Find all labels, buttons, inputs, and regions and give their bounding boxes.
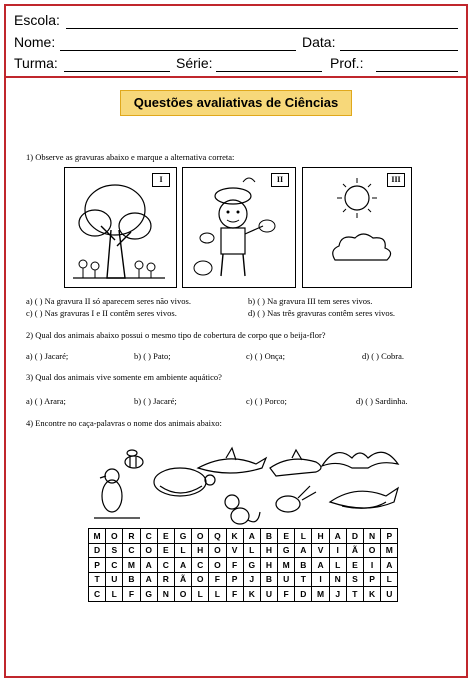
q2-option-b[interactable]: b) ( ) Pato; (134, 351, 171, 361)
word-search-cell[interactable]: M (89, 529, 106, 544)
page-title: Questões avaliativas de Ciências (120, 90, 352, 116)
word-search-cell[interactable]: L (381, 572, 398, 587)
word-search-cell[interactable]: T (89, 572, 106, 587)
word-search-cell[interactable]: A (174, 558, 191, 573)
grade-field[interactable] (216, 57, 322, 72)
picture-1-label: I (152, 173, 170, 187)
q2-option-a[interactable]: a) ( ) Jacaré; (26, 351, 69, 361)
word-search-cell[interactable]: O (140, 543, 157, 558)
word-search-cell[interactable]: P (89, 558, 106, 573)
word-search-cell[interactable]: A (243, 529, 260, 544)
question-1-text: 1) Observe as gravuras abaixo e marque a alternativa correta: (26, 152, 235, 162)
word-search-cell[interactable]: N (157, 587, 174, 602)
q3-option-d[interactable]: d) ( ) Sardinha. (356, 396, 408, 406)
word-search-cell[interactable]: Ã (346, 543, 363, 558)
word-search-cell[interactable]: A (295, 543, 312, 558)
word-search-cell[interactable]: B (260, 572, 277, 587)
word-search-row (89, 572, 398, 587)
word-search-cell[interactable]: F (226, 558, 243, 573)
picture-2-child-animals (182, 167, 296, 288)
word-search-cell[interactable]: U (381, 587, 398, 602)
turtle-icon (154, 468, 215, 496)
word-search-cell[interactable]: D (346, 529, 363, 544)
q3-option-a[interactable]: a) ( ) Arara; (26, 396, 66, 406)
shark-icon (198, 448, 266, 473)
word-search-cell[interactable]: U (106, 572, 123, 587)
bee-icon (125, 450, 143, 468)
word-search-cell[interactable]: M (123, 558, 140, 573)
word-search-cell[interactable]: J (329, 587, 346, 602)
word-search-cell[interactable]: B (260, 529, 277, 544)
class-label: Turma: (14, 55, 58, 71)
word-search-cell[interactable]: G (278, 543, 295, 558)
q1-option-b[interactable]: b) ( ) Na gravura III tem seres vivos. (248, 296, 373, 306)
rabbit-icon (276, 486, 316, 512)
word-search-cell[interactable]: L (174, 543, 191, 558)
word-search-cell[interactable]: B (295, 558, 312, 573)
word-search-cell[interactable]: L (243, 543, 260, 558)
word-search-cell[interactable]: O (209, 543, 226, 558)
word-search-cell[interactable]: F (123, 587, 140, 602)
dolphin-icon (270, 450, 321, 476)
word-search-cell[interactable]: L (209, 587, 226, 602)
word-search-cell[interactable]: Q (209, 529, 226, 544)
q1-option-d[interactable]: d) ( ) Nas três gravuras contêm seres vivos. (248, 308, 396, 318)
word-search-row (89, 529, 398, 544)
word-search-cell[interactable]: T (295, 572, 312, 587)
word-search-grid (88, 528, 398, 602)
student-header (6, 6, 466, 78)
word-search-cell[interactable]: P (364, 572, 381, 587)
word-search-cell[interactable]: I (329, 543, 346, 558)
word-search-cell[interactable]: U (260, 587, 277, 602)
word-search-cell[interactable]: E (157, 543, 174, 558)
q1-option-a[interactable]: a) ( ) Na gravura II só aparecem seres não vivos. (26, 296, 191, 306)
word-search-cell[interactable]: B (123, 572, 140, 587)
word-search-cell[interactable]: H (260, 543, 277, 558)
word-search-cell[interactable]: O (192, 572, 209, 587)
word-search-cell[interactable]: L (295, 529, 312, 544)
word-search-row (89, 543, 398, 558)
word-search-cell[interactable]: S (106, 543, 123, 558)
word-search-cell[interactable]: C (123, 543, 140, 558)
picture-2-label: II (271, 173, 289, 187)
word-search-cell[interactable]: D (295, 587, 312, 602)
word-search-cell[interactable]: I (364, 558, 381, 573)
word-search-cell[interactable]: U (278, 572, 295, 587)
picture-1-tree (64, 167, 177, 288)
bat-icon (322, 452, 398, 468)
word-search-cell[interactable]: M (381, 543, 398, 558)
word-search-cell[interactable]: E (278, 529, 295, 544)
word-search-row (89, 558, 398, 573)
q1-option-c[interactable]: c) ( ) Nas gravuras I e II contêm seres vivos. (26, 308, 177, 318)
word-search-cell[interactable]: V (226, 543, 243, 558)
word-search-cell[interactable]: H (192, 543, 209, 558)
word-search-cell[interactable]: J (243, 572, 260, 587)
bird-icon (94, 469, 140, 518)
word-search-cell[interactable]: T (346, 587, 363, 602)
word-search-cell[interactable]: K (226, 529, 243, 544)
word-search-cell[interactable]: H (312, 529, 329, 544)
name-field[interactable] (60, 36, 296, 51)
word-search-cell[interactable]: F (278, 587, 295, 602)
word-search-cell[interactable]: G (243, 558, 260, 573)
word-search-cell[interactable]: I (312, 572, 329, 587)
name-label: Nome: (14, 34, 56, 50)
teacher-field[interactable] (376, 57, 458, 72)
word-search-cell[interactable]: E (157, 529, 174, 544)
date-label: Data: (302, 34, 336, 50)
word-search-cell[interactable]: F (209, 572, 226, 587)
school-field[interactable] (66, 14, 458, 29)
word-search-cell[interactable]: K (364, 587, 381, 602)
word-search-cell[interactable]: O (209, 558, 226, 573)
question-3-text: 3) Qual dos animais vive somente em ambiente aquático? (26, 372, 222, 382)
word-search-cell[interactable]: P (226, 572, 243, 587)
q2-option-d[interactable]: d) ( ) Cobra. (362, 351, 405, 361)
word-search-cell[interactable]: O (364, 543, 381, 558)
school-label: Escola: (14, 12, 60, 28)
word-search-cell[interactable]: C (192, 558, 209, 573)
date-field[interactable] (340, 36, 458, 51)
word-search-cell[interactable]: L (192, 587, 209, 602)
word-search-cell[interactable]: O (106, 529, 123, 544)
word-search-cell[interactable]: A (140, 572, 157, 587)
animals-illustration (80, 440, 410, 528)
word-search-cell[interactable]: H (260, 558, 277, 573)
word-search-cell[interactable]: A (140, 558, 157, 573)
word-search-cell[interactable]: M (278, 558, 295, 573)
word-search-cell[interactable]: K (243, 587, 260, 602)
whale-icon (330, 488, 398, 508)
word-search-cell[interactable]: N (329, 572, 346, 587)
word-search-cell[interactable]: E (346, 558, 363, 573)
teacher-label: Prof.: (330, 55, 364, 71)
grade-label: Série: (176, 55, 213, 71)
word-search-cell[interactable]: C (106, 558, 123, 573)
word-search-cell[interactable]: L (329, 558, 346, 573)
q3-option-b[interactable]: b) ( ) Jacaré; (134, 396, 177, 406)
word-search-cell[interactable]: M (312, 587, 329, 602)
word-search-cell[interactable]: P (381, 529, 398, 544)
word-search-cell[interactable]: O (192, 529, 209, 544)
word-search-cell[interactable]: R (157, 572, 174, 587)
word-search-cell[interactable]: O (174, 587, 191, 602)
word-search-cell[interactable]: C (157, 558, 174, 573)
word-search-row (89, 587, 398, 602)
q2-option-c[interactable]: c) ( ) Onça; (246, 351, 285, 361)
monkey-icon (225, 495, 260, 524)
word-search-cell[interactable]: R (123, 529, 140, 544)
question-4-text: 4) Encontre no caça-palavras o nome dos animais abaixo: (26, 418, 222, 428)
word-search-cell[interactable]: D (89, 543, 106, 558)
word-search-cell[interactable]: A (312, 558, 329, 573)
question-2-text: 2) Qual dos animais abaixo possui o mesmo tipo de cobertura de corpo que o beija-flor? (26, 330, 326, 340)
picture-3-label: III (387, 173, 405, 187)
word-search-cell[interactable]: C (140, 529, 157, 544)
word-search-cell[interactable]: F (226, 587, 243, 602)
picture-3-sun-cloud (302, 167, 412, 288)
word-search-cell[interactable]: V (312, 543, 329, 558)
word-search-cell[interactable]: C (89, 587, 106, 602)
word-search-cell[interactable]: N (364, 529, 381, 544)
word-search-cell[interactable]: A (381, 558, 398, 573)
word-search-cell[interactable]: L (106, 587, 123, 602)
class-field[interactable] (64, 57, 170, 72)
word-search-cell[interactable]: S (346, 572, 363, 587)
word-search-cell[interactable]: A (329, 529, 346, 544)
q3-option-c[interactable]: c) ( ) Porco; (246, 396, 287, 406)
word-search-cell[interactable]: G (140, 587, 157, 602)
word-search-cell[interactable]: G (174, 529, 191, 544)
word-search-cell[interactable]: Ã (174, 572, 191, 587)
